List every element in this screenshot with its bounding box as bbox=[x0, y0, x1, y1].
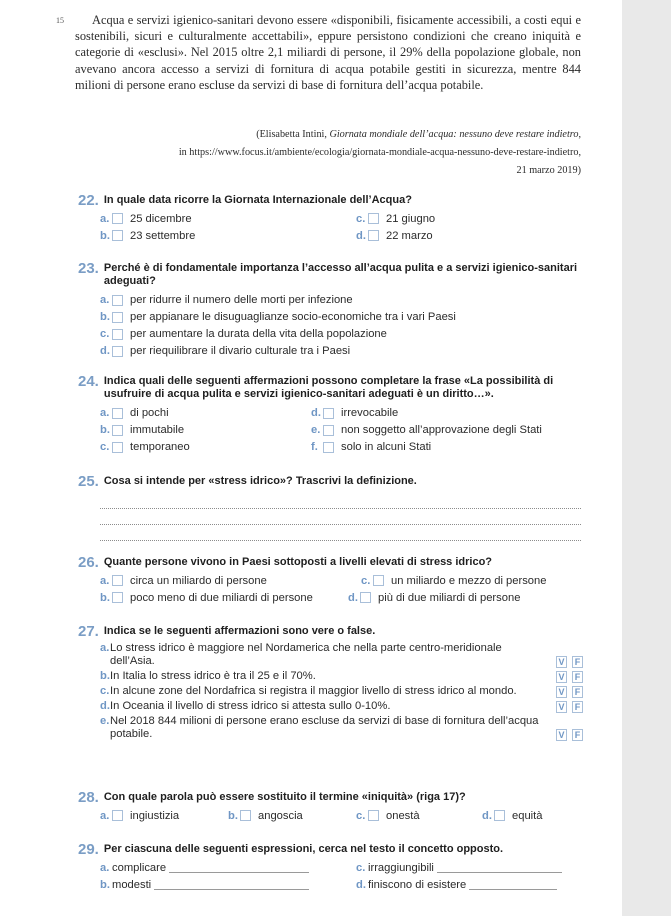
option-text: 23 settembre bbox=[130, 229, 196, 242]
option-d[interactable] bbox=[482, 808, 542, 823]
options bbox=[78, 807, 583, 824]
option-d[interactable] bbox=[356, 228, 433, 243]
option-text: di pochi bbox=[130, 407, 169, 420]
question-23 bbox=[78, 262, 583, 360]
checkbox[interactable] bbox=[323, 408, 334, 419]
question-text: Indica quali delle seguenti affermazioni possono completare la frase «La possibilità di usufruire di acqua pulita e servizi igienico-sanitari adeguati è un diritto…». bbox=[103, 375, 554, 401]
checkbox[interactable] bbox=[112, 810, 123, 821]
checkbox[interactable] bbox=[112, 230, 123, 241]
option-letter: a. bbox=[100, 574, 110, 587]
answer-line[interactable] bbox=[100, 524, 581, 525]
items bbox=[78, 859, 583, 893]
statement-letter: b. bbox=[100, 670, 110, 683]
option-letter: d. bbox=[356, 229, 366, 242]
citation-author-name: (Elisabetta Intini, bbox=[256, 129, 330, 140]
option-letter: a. bbox=[100, 294, 110, 307]
false-box[interactable]: F bbox=[572, 686, 583, 698]
question-text: Indica se le seguenti affermazioni sono vere o false. bbox=[103, 625, 376, 637]
question-number: 25. bbox=[78, 473, 99, 490]
checkbox[interactable] bbox=[112, 575, 123, 586]
checkbox[interactable] bbox=[368, 213, 379, 224]
option-a[interactable] bbox=[100, 406, 169, 421]
item-letter: c. bbox=[356, 861, 366, 874]
true-false-list bbox=[100, 642, 583, 741]
true-false-boxes bbox=[556, 656, 583, 668]
checkbox[interactable] bbox=[112, 346, 123, 357]
option-a[interactable] bbox=[100, 211, 192, 226]
option-text: irrevocabile bbox=[341, 407, 399, 420]
answer-line[interactable] bbox=[100, 540, 581, 541]
checkbox[interactable] bbox=[323, 442, 334, 453]
statement-a bbox=[100, 642, 583, 668]
option-d[interactable] bbox=[348, 590, 520, 605]
question-number: 23. bbox=[78, 260, 99, 277]
false-box[interactable]: F bbox=[572, 729, 583, 741]
option-c[interactable] bbox=[356, 211, 435, 226]
checkbox[interactable] bbox=[360, 592, 371, 603]
statement-letter: c. bbox=[100, 685, 110, 698]
option-letter: b. bbox=[100, 591, 110, 604]
item-d bbox=[356, 877, 557, 892]
checkbox[interactable] bbox=[112, 592, 123, 603]
question-number: 22. bbox=[78, 192, 99, 209]
option-b[interactable] bbox=[100, 590, 313, 605]
question-28 bbox=[78, 791, 583, 824]
checkbox[interactable] bbox=[368, 230, 379, 241]
checkbox[interactable] bbox=[112, 425, 123, 436]
question-22 bbox=[78, 194, 583, 244]
option-text: circa un miliardo di persone bbox=[130, 574, 267, 587]
statement-letter: e. bbox=[100, 715, 110, 728]
passage-text: Acqua e servizi igienico-sanitari devono essere «disponibili, fisicamente accessibili, a costi equi e sostenibili, sicuri e culturalmente accettabili», eppure persistono condizioni che creano iniquità e categorie di «esclusi». Nel 2015 oltre 2,1 miliardi di persone, il 29% della popolazione globale, non avevano ancora accesso a servizi di fornitura di acqua potabile gestiti in sicurezza, mentre 844 milioni di persone erano escluse da servizi di base di fornitura dell’acqua potabile. bbox=[75, 13, 581, 92]
checkbox[interactable] bbox=[112, 295, 123, 306]
answer-line[interactable] bbox=[100, 508, 581, 509]
options bbox=[78, 572, 583, 606]
checkbox[interactable] bbox=[112, 408, 123, 419]
page-margin-panel bbox=[622, 0, 671, 916]
question-text: Cosa si intende per «stress idrico»? Trascrivi la definizione. bbox=[103, 475, 417, 487]
option-f[interactable] bbox=[311, 440, 431, 455]
true-box[interactable]: V bbox=[556, 729, 567, 741]
question-number: 29. bbox=[78, 841, 99, 858]
item-letter: b. bbox=[100, 878, 110, 891]
option-b[interactable] bbox=[100, 310, 456, 325]
option-c[interactable] bbox=[100, 327, 387, 342]
checkbox[interactable] bbox=[112, 442, 123, 453]
option-letter: c. bbox=[100, 328, 110, 341]
option-letter: b. bbox=[100, 424, 110, 437]
checkbox[interactable] bbox=[494, 810, 505, 821]
option-letter: d. bbox=[348, 591, 358, 604]
item-text: irraggiungibili bbox=[368, 861, 434, 874]
question-26 bbox=[78, 556, 583, 606]
true-box[interactable]: V bbox=[556, 701, 567, 713]
statement-letter: a. bbox=[100, 642, 110, 655]
checkbox[interactable] bbox=[112, 312, 123, 323]
option-text: onestà bbox=[386, 809, 420, 822]
statement-text: Lo stress idrico è maggiore nel Nordamerica che nella parte centro-meridionale dell’Asia. bbox=[110, 642, 502, 668]
statement-e bbox=[100, 715, 583, 741]
option-letter: e. bbox=[311, 424, 321, 437]
option-a[interactable] bbox=[100, 808, 179, 823]
question-number: 26. bbox=[78, 554, 99, 571]
answer-blank[interactable] bbox=[469, 879, 557, 890]
checkbox[interactable] bbox=[368, 810, 379, 821]
option-text: un miliardo e mezzo di persone bbox=[391, 574, 547, 587]
question-24 bbox=[78, 375, 583, 456]
question-text: Per ciascuna delle seguenti espressioni, cerca nel testo il concetto opposto. bbox=[103, 843, 504, 855]
option-c[interactable] bbox=[361, 573, 546, 588]
item-c bbox=[356, 860, 562, 875]
option-letter: a. bbox=[100, 809, 110, 822]
option-letter: f. bbox=[311, 441, 318, 454]
option-b[interactable] bbox=[228, 808, 303, 823]
option-letter: d. bbox=[311, 407, 321, 420]
question-text: Quante persone vivono in Paesi sottoposti a livelli elevati di stress idrico? bbox=[103, 556, 493, 568]
citation-comma: , bbox=[578, 129, 581, 140]
option-text: non soggetto all’approvazione degli Stati bbox=[341, 424, 542, 437]
question-number: 28. bbox=[78, 789, 99, 806]
option-letter: a. bbox=[100, 407, 110, 420]
reading-passage bbox=[75, 12, 581, 93]
option-letter: a. bbox=[100, 212, 110, 225]
option-text: temporaneo bbox=[130, 441, 190, 454]
option-e[interactable] bbox=[311, 423, 542, 438]
option-text: per riequilibrare il divario culturale tra i Paesi bbox=[130, 345, 351, 358]
answer-blank[interactable] bbox=[437, 862, 562, 873]
option-letter: d. bbox=[100, 345, 110, 358]
option-letter: b. bbox=[100, 311, 110, 324]
checkbox[interactable] bbox=[240, 810, 251, 821]
option-a[interactable] bbox=[100, 293, 353, 308]
option-letter: c. bbox=[100, 441, 110, 454]
option-text: ingiustizia bbox=[130, 809, 180, 822]
option-letter: d. bbox=[482, 809, 492, 822]
question-25 bbox=[78, 475, 583, 488]
checkbox[interactable] bbox=[373, 575, 384, 586]
option-d[interactable] bbox=[311, 406, 398, 421]
option-letter: c. bbox=[356, 212, 366, 225]
option-text: più di due miliardi di persone bbox=[378, 591, 521, 604]
option-text: 21 giugno bbox=[386, 212, 436, 225]
option-letter: b. bbox=[100, 229, 110, 242]
citation-title: Giornata mondiale dell’acqua: nessuno deve restare indietro bbox=[329, 129, 579, 140]
question-29 bbox=[78, 843, 583, 893]
question-number: 27. bbox=[78, 623, 99, 640]
false-box[interactable]: F bbox=[572, 701, 583, 713]
question-text: Con quale parola può essere sostituito il termine «iniquità» (riga 17)? bbox=[103, 791, 466, 803]
option-text: per aumentare la durata della vita della popolazione bbox=[130, 328, 387, 341]
false-box[interactable]: F bbox=[572, 656, 583, 668]
answer-blank[interactable] bbox=[154, 879, 309, 890]
option-text: poco meno di due miliardi di persone bbox=[130, 591, 313, 604]
checkbox[interactable] bbox=[112, 213, 123, 224]
option-c[interactable] bbox=[356, 808, 420, 823]
options bbox=[78, 210, 583, 244]
option-text: angoscia bbox=[258, 809, 303, 822]
true-false-boxes bbox=[556, 686, 583, 698]
statement-c bbox=[100, 685, 583, 698]
option-text: per appianare le disuguaglianze socio-economiche tra i vari Paesi bbox=[130, 311, 456, 324]
item-letter: a. bbox=[100, 861, 110, 874]
true-false-boxes bbox=[556, 729, 583, 741]
citation-url: in https://www.focus.it/ambiente/ecologia/giornata-mondiale-acqua-nessuno-deve-restare-indietro, bbox=[178, 147, 581, 158]
true-false-boxes bbox=[556, 701, 583, 713]
options bbox=[78, 405, 583, 456]
checkbox[interactable] bbox=[112, 329, 123, 340]
true-false-boxes bbox=[556, 671, 583, 683]
option-a[interactable] bbox=[100, 573, 267, 588]
item-letter: d. bbox=[356, 878, 366, 891]
answer-blank[interactable] bbox=[169, 862, 309, 873]
options bbox=[78, 292, 583, 360]
statement-letter: d. bbox=[100, 700, 110, 713]
option-letter: c. bbox=[356, 809, 366, 822]
option-text: per ridurre il numero delle morti per infezione bbox=[130, 294, 353, 307]
question-text: Perché è di fondamentale importanza l’accesso all’acqua pulita e a servizi igienico-sanitari adeguati? bbox=[103, 262, 578, 288]
statement-d bbox=[100, 700, 583, 713]
true-box[interactable]: V bbox=[556, 671, 567, 683]
statement-text: In Italia lo stress idrico è tra il 25 e il 70%. bbox=[110, 670, 316, 683]
option-letter: c. bbox=[361, 574, 371, 587]
statement-b bbox=[100, 670, 583, 683]
item-text: finiscono di esistere bbox=[368, 878, 467, 891]
citation-author bbox=[256, 129, 581, 140]
item-text: complicare bbox=[112, 861, 167, 874]
question-number: 24. bbox=[78, 373, 99, 390]
statement-text: In alcune zone del Nordafrica si registra il maggior livello di stress idrico al mondo. bbox=[110, 685, 517, 698]
question-text: In quale data ricorre la Giornata Internazionale dell’Acqua? bbox=[103, 194, 412, 206]
option-text: equità bbox=[512, 809, 543, 822]
checkbox[interactable] bbox=[323, 425, 334, 436]
option-b[interactable] bbox=[100, 423, 184, 438]
item-b bbox=[100, 877, 309, 892]
option-b[interactable] bbox=[100, 228, 195, 243]
option-letter: b. bbox=[228, 809, 238, 822]
true-box[interactable]: V bbox=[556, 656, 567, 668]
true-box[interactable]: V bbox=[556, 686, 567, 698]
option-d[interactable] bbox=[100, 344, 350, 359]
citation-date: 21 marzo 2019) bbox=[516, 165, 581, 176]
statement-text: In Oceania il livello di stress idrico si attesta sullo 0-10%. bbox=[110, 700, 391, 713]
option-text: 25 dicembre bbox=[130, 212, 192, 225]
option-c[interactable] bbox=[100, 440, 190, 455]
line-number: 15 bbox=[56, 16, 64, 25]
item-a bbox=[100, 860, 309, 875]
item-text: modesti bbox=[112, 878, 152, 891]
false-box[interactable]: F bbox=[572, 671, 583, 683]
option-text: 22 marzo bbox=[386, 229, 433, 242]
question-27 bbox=[78, 625, 583, 743]
statement-text: Nel 2018 844 milioni di persone erano escluse da servizi di base di fornitura dell’acqua potabile. bbox=[110, 715, 539, 741]
option-text: immutabile bbox=[130, 424, 185, 437]
option-text: solo in alcuni Stati bbox=[341, 441, 432, 454]
